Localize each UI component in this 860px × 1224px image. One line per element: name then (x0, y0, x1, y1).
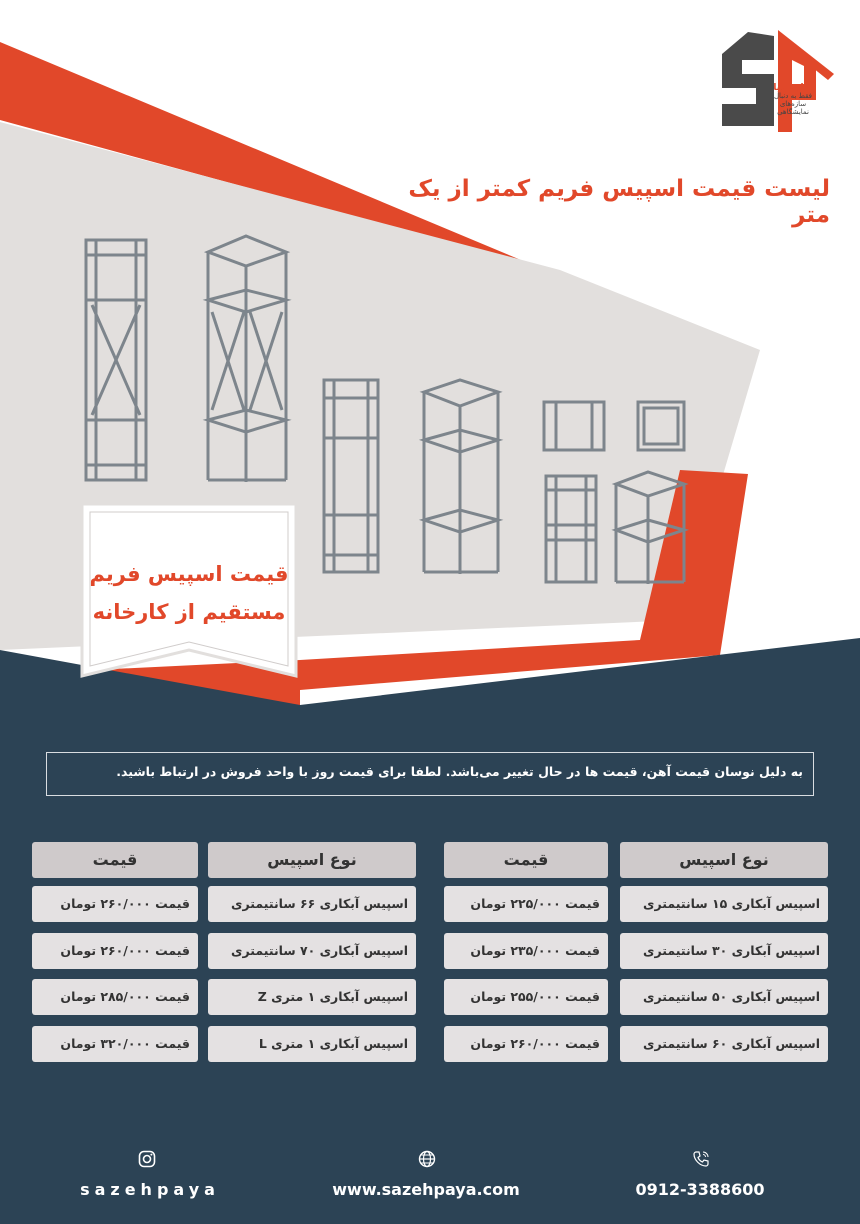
left-header-type: نوع اسپیس (208, 842, 416, 878)
badge-line-1: قیمت اسپیس فریم (89, 562, 289, 586)
space-frame-4 (424, 380, 498, 574)
right-row-4-type: اسپیس آبکاری ۶۰ سانتیمتری (620, 1026, 828, 1062)
left-row-1-price: قیمت ۲۶۰/۰۰۰ تومان (32, 886, 198, 922)
right-row-3-price: قیمت ۲۵۵/۰۰۰ تومان (444, 979, 608, 1015)
left-row-2-price: قیمت ۲۶۰/۰۰۰ تومان (32, 933, 198, 969)
brand-tagline-3: نمایشگاهی (777, 108, 809, 116)
brand-tagline-2: سازه‌های (779, 100, 807, 108)
right-row-2-type: اسپیس آبکاری ۳۰ سانتیمتری (620, 933, 828, 969)
left-row-1-type: اسپیس آبکاری ۶۶ سانتیمتری (208, 886, 416, 922)
right-header-type: نوع اسپیس (620, 842, 828, 878)
space-frame-2 (208, 236, 286, 482)
globe-icon (418, 1150, 436, 1168)
left-row-3-price: قیمت ۲۸۵/۰۰۰ تومان (32, 979, 198, 1015)
space-frame-7 (546, 476, 596, 582)
brand-name: سازه پایا (773, 83, 813, 93)
right-row-1-price: قیمت ۲۲۵/۰۰۰ تومان (444, 886, 608, 922)
space-frame-3 (324, 380, 378, 572)
right-header-price: قیمت (444, 842, 608, 878)
right-row-1-type: اسپیس آبکاری ۱۵ سانتیمتری (620, 886, 828, 922)
left-row-2-type: اسپیس آبکاری ۷۰ سانتیمتری (208, 933, 416, 969)
space-frame-1 (86, 240, 146, 480)
space-frame-6 (638, 402, 684, 450)
website-link[interactable]: www.sazehpaya.com (332, 1180, 520, 1199)
left-header-price: قیمت (32, 842, 198, 878)
price-notice: به دلیل نوسان قیمت آهن، قیمت ها در حال تغییر می‌باشد. لطفا برای قیمت روز با واحد فروش در ارتباط باشید. (46, 752, 814, 796)
right-row-4-price: قیمت ۲۶۰/۰۰۰ تومان (444, 1026, 608, 1062)
instagram-icon (138, 1150, 156, 1168)
phone-number[interactable]: 0912-3388600 (635, 1180, 765, 1199)
left-row-4-price: قیمت ۳۲۰/۰۰۰ تومان (32, 1026, 198, 1062)
brand-tagline-1: فقط به دنبال (773, 92, 813, 100)
left-row-3-type: اسپیس آبکاری ۱ متری Z (208, 979, 416, 1015)
space-frame-8 (616, 472, 684, 584)
badge-line-2: مستقیم از کارخانه (92, 600, 286, 624)
instagram-handle[interactable]: sazehpaya (80, 1180, 220, 1199)
right-row-3-type: اسپیس آبکاری ۵۰ سانتیمتری (620, 979, 828, 1015)
badge-shape (78, 500, 300, 680)
right-row-2-price: قیمت ۲۳۵/۰۰۰ تومان (444, 933, 608, 969)
space-frame-5 (544, 402, 604, 450)
page-title: لیست قیمت اسپیس فریم کمتر از یک متر (408, 176, 830, 228)
left-row-4-type: اسپیس آبکاری ۱ متری L (208, 1026, 416, 1062)
phone-icon (692, 1150, 710, 1168)
